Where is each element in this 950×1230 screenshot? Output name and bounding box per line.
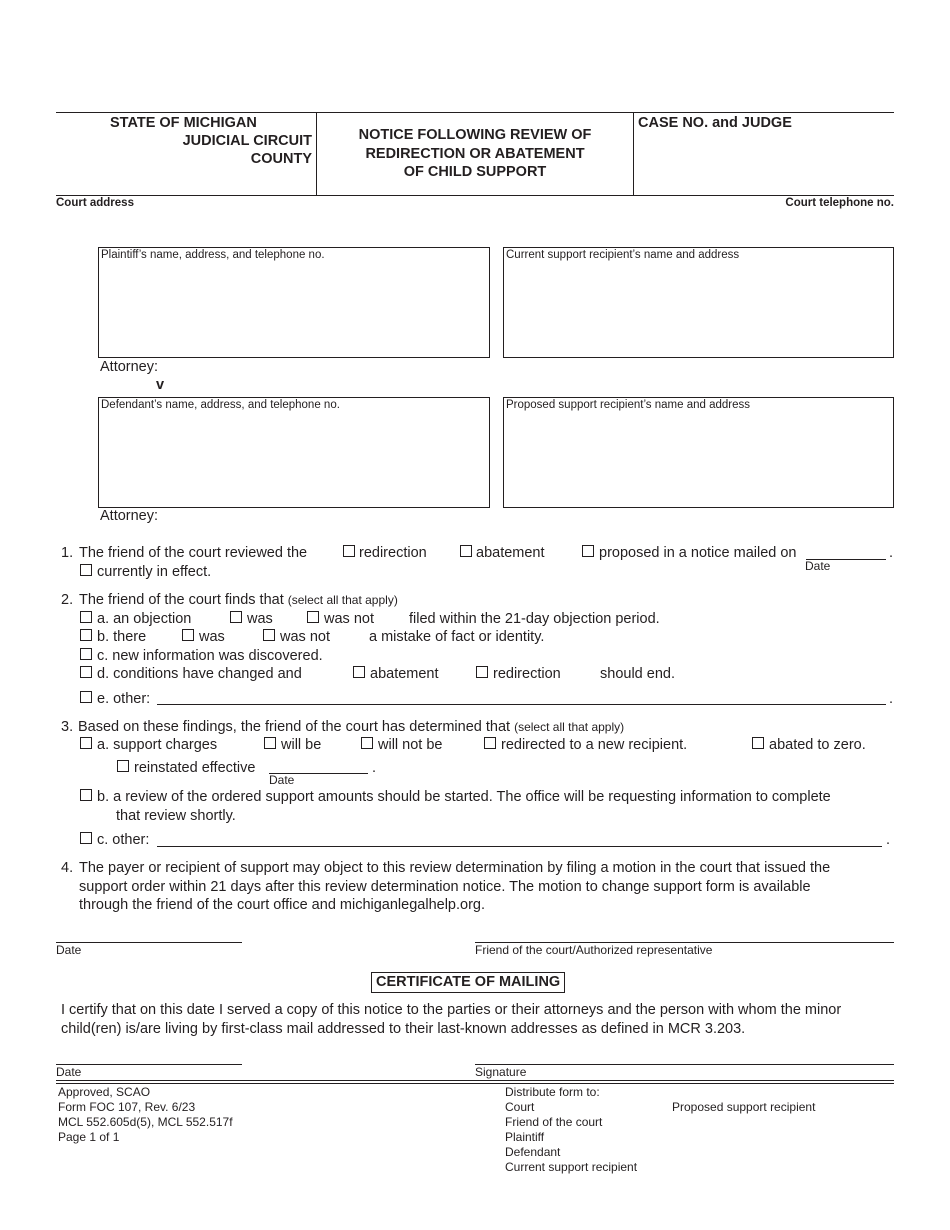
item1-period: . <box>889 545 894 561</box>
item2a-was-not-label: was not <box>324 611 374 627</box>
county-label: COUNTY <box>250 151 312 167</box>
judicial-circuit-label: JUDICIAL CIRCUIT <box>182 133 312 149</box>
foc-date-field[interactable] <box>56 942 242 943</box>
footer-rule-1 <box>56 1080 894 1081</box>
foc-date-label: Date <box>56 943 82 957</box>
item1-current-checkbox[interactable] <box>80 564 92 576</box>
distribute-heading: Distribute form to: <box>505 1085 600 1099</box>
item2d-checkbox[interactable] <box>80 666 92 678</box>
state-name: STATE OF MICHIGAN <box>110 115 257 131</box>
item3a-redirected-label: redirected to a new recipient. <box>501 737 688 753</box>
item3-text <box>78 719 624 736</box>
distribute-proposed-recipient: Proposed support recipient <box>672 1100 816 1114</box>
proposed-recipient-box-label: Proposed support recipient’s name and address <box>506 399 750 411</box>
item3-number: 3. <box>61 719 74 735</box>
item2-heading: The friend of the court finds that <box>79 592 284 608</box>
foc-signature-label: Friend of the court/Authorized representative <box>475 943 713 957</box>
item3a-reinstated-checkbox[interactable] <box>117 760 129 772</box>
item4-line-2: support order within 21 days after this review determination notice. The motion to change support form is available <box>79 879 811 895</box>
certificate-line-2: child(ren) is/are living by first-class mail addressed to their last-known addresses as defined in MCR 3.203. <box>61 1021 746 1037</box>
certificate-date-field[interactable] <box>56 1064 242 1065</box>
proposed-recipient-box[interactable] <box>503 397 894 508</box>
current-recipient-box[interactable] <box>503 247 894 358</box>
item3a-abated-checkbox[interactable] <box>752 737 764 749</box>
item3b-checkbox[interactable] <box>80 789 92 801</box>
item3c-period: . <box>886 832 891 848</box>
current-recipient-box-label: Current support recipient’s name and address <box>506 249 740 261</box>
item2a-checkbox[interactable] <box>80 611 92 623</box>
item2d-abatement-label: abatement <box>370 666 439 682</box>
item1-text: The friend of the court reviewed the <box>79 545 308 561</box>
item1-date-caption: Date <box>805 559 831 573</box>
item2e-label: e. other: <box>97 691 151 707</box>
distribute-plaintiff: Plaintiff <box>505 1130 545 1144</box>
item1-redirection-label: redirection <box>359 545 427 561</box>
item3a-checkbox[interactable] <box>80 737 92 749</box>
item4-line-3: through the friend of the court office and michiganlegalhelp.org. <box>79 897 485 913</box>
defendant-box[interactable] <box>98 397 490 508</box>
footer-form-number: Form FOC 107, Rev. 6/23 <box>58 1100 196 1114</box>
item1-current-label: currently in effect. <box>97 564 212 580</box>
plaintiff-box[interactable] <box>98 247 490 358</box>
defendant-box-label: Defendant’s name, address, and telephone no. <box>101 399 340 411</box>
item3c-checkbox[interactable] <box>80 832 92 844</box>
item2b-was-label: was <box>199 629 225 645</box>
item3c-label: c. other: <box>97 832 150 848</box>
distribute-defendant: Defendant <box>505 1145 561 1159</box>
item3c-other-field[interactable] <box>157 846 882 847</box>
item2d-redirection-label: redirection <box>493 666 561 682</box>
item3a-reinstated-period: . <box>372 760 377 776</box>
item2d-redirection-checkbox[interactable] <box>476 666 488 678</box>
item2c-checkbox[interactable] <box>80 648 92 660</box>
item2b-checkbox[interactable] <box>80 629 92 641</box>
item3a-label: a. support charges <box>97 737 218 753</box>
item2a-was-checkbox[interactable] <box>230 611 242 623</box>
item3a-abated-label: abated to zero. <box>769 737 866 753</box>
item2d-abatement-checkbox[interactable] <box>353 666 365 678</box>
item2a-label: a. an objection <box>97 611 192 627</box>
distribute-foc: Friend of the court <box>505 1115 603 1129</box>
item2e-checkbox[interactable] <box>80 691 92 703</box>
court-telephone-label: Court telephone no. <box>785 197 894 209</box>
item2-number: 2. <box>61 592 74 608</box>
court-address-label: Court address <box>56 197 134 209</box>
distribute-court: Court <box>505 1100 535 1114</box>
item3a-will-not-be-checkbox[interactable] <box>361 737 373 749</box>
form-title-line-1: NOTICE FOLLOWING REVIEW OF <box>358 127 592 143</box>
item1-abatement-label: abatement <box>476 545 545 561</box>
footer-approved: Approved, SCAO <box>58 1085 151 1099</box>
item1-abatement-checkbox[interactable] <box>460 545 472 557</box>
item2b-tail: a mistake of fact or identity. <box>369 629 545 645</box>
item3a-redirected-checkbox[interactable] <box>484 737 496 749</box>
item2-select-note: (select all that apply) <box>287 593 398 607</box>
item2a-tail: filed within the 21-day objection period. <box>409 611 660 627</box>
distribute-current-recipient: Current support recipient <box>505 1160 638 1174</box>
item2-text <box>79 592 398 609</box>
certificate-date-label: Date <box>56 1065 82 1079</box>
certificate-signature-label: Signature <box>475 1065 527 1079</box>
item2b-label: b. there <box>97 629 147 645</box>
item3a-will-be-checkbox[interactable] <box>264 737 276 749</box>
footer-page: Page 1 of 1 <box>58 1130 120 1144</box>
item1-proposed-checkbox[interactable] <box>582 545 594 557</box>
item2e-other-field[interactable] <box>157 704 886 705</box>
item1-number: 1. <box>61 545 74 561</box>
item2d-tail: should end. <box>600 666 675 682</box>
item3a-reinstated-label: reinstated effective <box>134 760 256 776</box>
defendant-attorney-label: Attorney: <box>100 508 159 524</box>
item3-select-note: (select all that apply) <box>514 720 625 734</box>
certificate-signature-field[interactable] <box>475 1064 894 1065</box>
item4-line-1: The payer or recipient of support may object to this review determination by filing a motion in the court that issued the <box>79 860 831 876</box>
form-title-line-2: REDIRECTION OR ABATEMENT <box>365 145 585 162</box>
item3-heading: Based on these findings, the friend of the court has determined that <box>78 719 511 735</box>
header-divider-right <box>633 112 634 195</box>
form-title-line-3: OF CHILD SUPPORT <box>403 164 547 180</box>
footer-mcl: MCL 552.605d(5), MCL 552.517f <box>58 1115 233 1129</box>
plaintiff-box-label: Plaintiff’s name, address, and telephone no. <box>101 249 325 261</box>
plaintiff-attorney-label: Attorney: <box>100 359 159 375</box>
header-bottom-rule <box>56 195 894 196</box>
case-no-label: CASE NO. and JUDGE <box>638 115 792 131</box>
item2e-period: . <box>889 691 894 707</box>
item3b-line-2: that review shortly. <box>116 808 236 824</box>
item2d-label: d. conditions have changed and <box>97 666 302 682</box>
item2b-was-checkbox[interactable] <box>182 629 194 641</box>
form-title <box>317 126 633 182</box>
item4-number: 4. <box>61 860 74 876</box>
footer-rule-2 <box>56 1083 894 1084</box>
versus-label: v <box>156 377 165 393</box>
certificate-line-1: I certify that on this date I served a copy of this notice to the parties or their attorneys and the person with whom the minor <box>61 1002 842 1018</box>
header-top-rule <box>56 112 894 113</box>
item3a-date-caption: Date <box>269 773 295 787</box>
item2a-was-label: was <box>247 611 273 627</box>
item1-proposed-label: proposed in a notice mailed on <box>599 545 797 561</box>
item2a-was-not-checkbox[interactable] <box>307 611 319 623</box>
item1-redirection-checkbox[interactable] <box>343 545 355 557</box>
item2c-label: c. new information was discovered. <box>97 648 323 664</box>
item3a-will-be-label: will be <box>281 737 322 753</box>
item3a-will-not-be-label: will not be <box>378 737 443 753</box>
item2b-was-not-checkbox[interactable] <box>263 629 275 641</box>
item2b-was-not-label: was not <box>280 629 330 645</box>
item3b-line-1: b. a review of the ordered support amounts should be started. The office will be requesting information to complete <box>97 789 831 805</box>
certificate-title: CERTIFICATE OF MAILING <box>371 972 565 993</box>
